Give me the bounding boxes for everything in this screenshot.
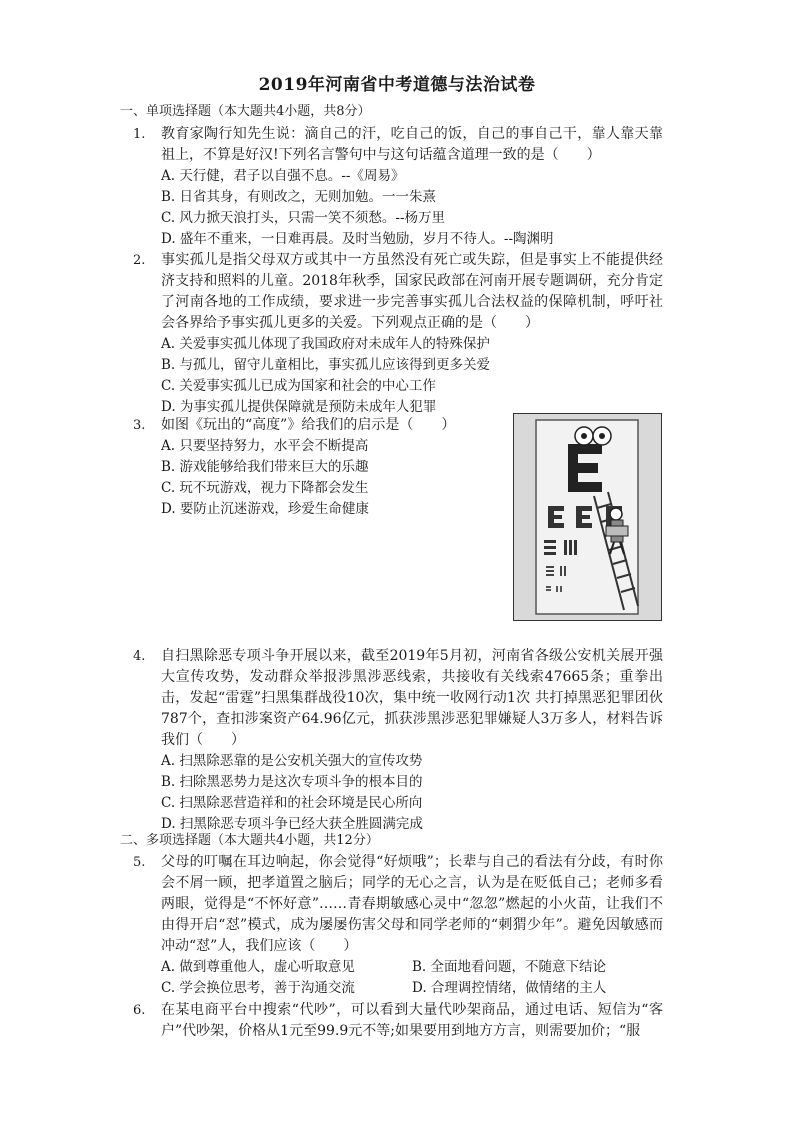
question-1 (133, 124, 663, 250)
question-stem: 自扫黑除恶专项斗争开展以来，截至2019年5月初，河南省各级公安机关展开强大宣传攻势，发动群众举报涉黑涉恶线索，共接收有关线索47665条；重拳出击，发起“雷霆”扫黑集群战役10次，集中统一收网行动1次 共打掉黑恶犯罪团伙787个，查扣涉案资产64.96亿元，抓获涉黑涉恶犯罪嫌疑人3万多人，材料告诉我们（ ） (161, 648, 663, 748)
question-stem: 父母的叮嘱在耳边响起，你会觉得“好烦哦”；长辈与自己的看法有分歧，有时你会不屑一顾，把孝道置之脑后；同学的无心之言，认为是在贬低自己；老师多看两眼，觉得是“不怀好意”……青春期敏感心灵中“忽忽”燃起的小火苗，让我们不由得开启“怼”模式，成为屡屡伤害父母和同学老师的“刺猬少年”。避免因敏感而冲动“怼”人，我们应该（ ） (161, 854, 663, 954)
option-c: C. 关爱事实孤儿已成为国家和社会的中心工作 (161, 378, 436, 394)
section-heading-single-choice: 一、单项选择题（本大题共4小题，共8分） (120, 104, 371, 119)
option-c: C. 风力掀天浪打头，只需一笑不须愁。--杨万里 (161, 210, 446, 226)
option-c: C. 扫黑除恶营造祥和的社会环境是民心所向 (161, 795, 423, 811)
option-list (161, 751, 663, 835)
section-heading-multiple-choice: 二、多项选择题（本大题共4小题，共12分） (120, 833, 379, 848)
option-b: B. 全面地看问题，不随意下结论 (412, 959, 607, 975)
question-number: 3. (133, 418, 146, 433)
option-a: A. 关爱事实孤儿体现了我国政府对未成年人的特殊保护 (161, 336, 490, 352)
question-stem: 教育家陶行知先生说：滴自己的汗，吃自己的饭，自己的事自己干，靠人靠天靠祖上，不算是好汉!下列名言警句中与这句话蕴含道理一致的是（ ） (161, 126, 663, 163)
question-number: 4. (133, 649, 146, 664)
option-list (161, 436, 493, 520)
question-3 (133, 415, 493, 520)
question-stem: 如图《玩出的“高度”》给我们的启示是（ ） (161, 417, 456, 433)
option-c: C. 玩不玩游戏，视力下降都会发生 (161, 480, 369, 496)
option-a: A. 做到尊重他人，虚心听取意见 (161, 959, 355, 975)
option-b: B. 与孤儿，留守儿童相比，事实孤儿应该得到更多关爱 (161, 357, 491, 373)
question-4 (133, 646, 663, 835)
cartoon-eye-chart-image (513, 413, 662, 621)
question-number: 5. (133, 855, 146, 870)
option-a: A. 扫黑除恶靠的是公安机关强大的宣传攻势 (161, 753, 423, 769)
question-5 (133, 852, 663, 999)
option-d: D. 为事实孤儿提供保障就是预防未成年人犯罪 (161, 399, 437, 415)
page-title: 2019年河南省中考道德与法治试卷 (258, 75, 536, 95)
option-b: B. 游戏能够给我们带来巨大的乐趣 (161, 459, 369, 475)
option-b: B. 日省其身，有则改之，无则加勉。一一朱熹 (161, 189, 437, 205)
question-stem: 在某电商平台中搜索“代吵”，可以看到大量代吵架商品，通过电话、短信为“客户”代吵架，价格从1元至99.9元不等;如果要用到地方方言，则需要加价；“服 (161, 1002, 663, 1039)
question-stem: 事实孤儿是指父母双方或其中一方虽然没有死亡或失踪，但是事实上不能提供经济支持和照料的儿童。2018年秋季，国家民政部在河南开展专题调研，充分肯定了河南各地的工作成绩，要求进一步完善事实孤儿合法权益的保障机制，呼吁社会各界给予事实孤儿更多的关爱。下列观点正确的是（ ） (161, 252, 663, 331)
option-a: A. 只要坚持努力，水平会不断提高 (161, 438, 369, 454)
option-list (161, 166, 663, 250)
option-d: D. 合理调控情绪，做情绪的主人 (412, 980, 607, 996)
option-d: D. 扫黑除恶专项斗争已经大获全胜圆满完成 (161, 816, 423, 832)
eye-chart-illustration (514, 414, 661, 620)
question-6 (133, 1000, 663, 1042)
option-c: C. 学会换位思考，善于沟通交流 (161, 980, 355, 996)
option-a: A. 天行健，君子以自强不息。--《周易》 (161, 168, 405, 184)
question-number: 2. (133, 253, 146, 268)
option-list (161, 957, 663, 999)
question-number: 6. (133, 1003, 146, 1018)
option-d: D. 盛年不重来，一日难再晨。及时当勉励，岁月不待人。--陶渊明 (161, 231, 554, 247)
question-2 (133, 250, 663, 418)
question-number: 1. (133, 127, 146, 142)
option-d: D. 要防止沉迷游戏，珍爱生命健康 (161, 501, 369, 517)
option-b: B. 扫除黑恶势力是这次专项斗争的根本目的 (161, 774, 423, 790)
option-list (161, 334, 663, 418)
